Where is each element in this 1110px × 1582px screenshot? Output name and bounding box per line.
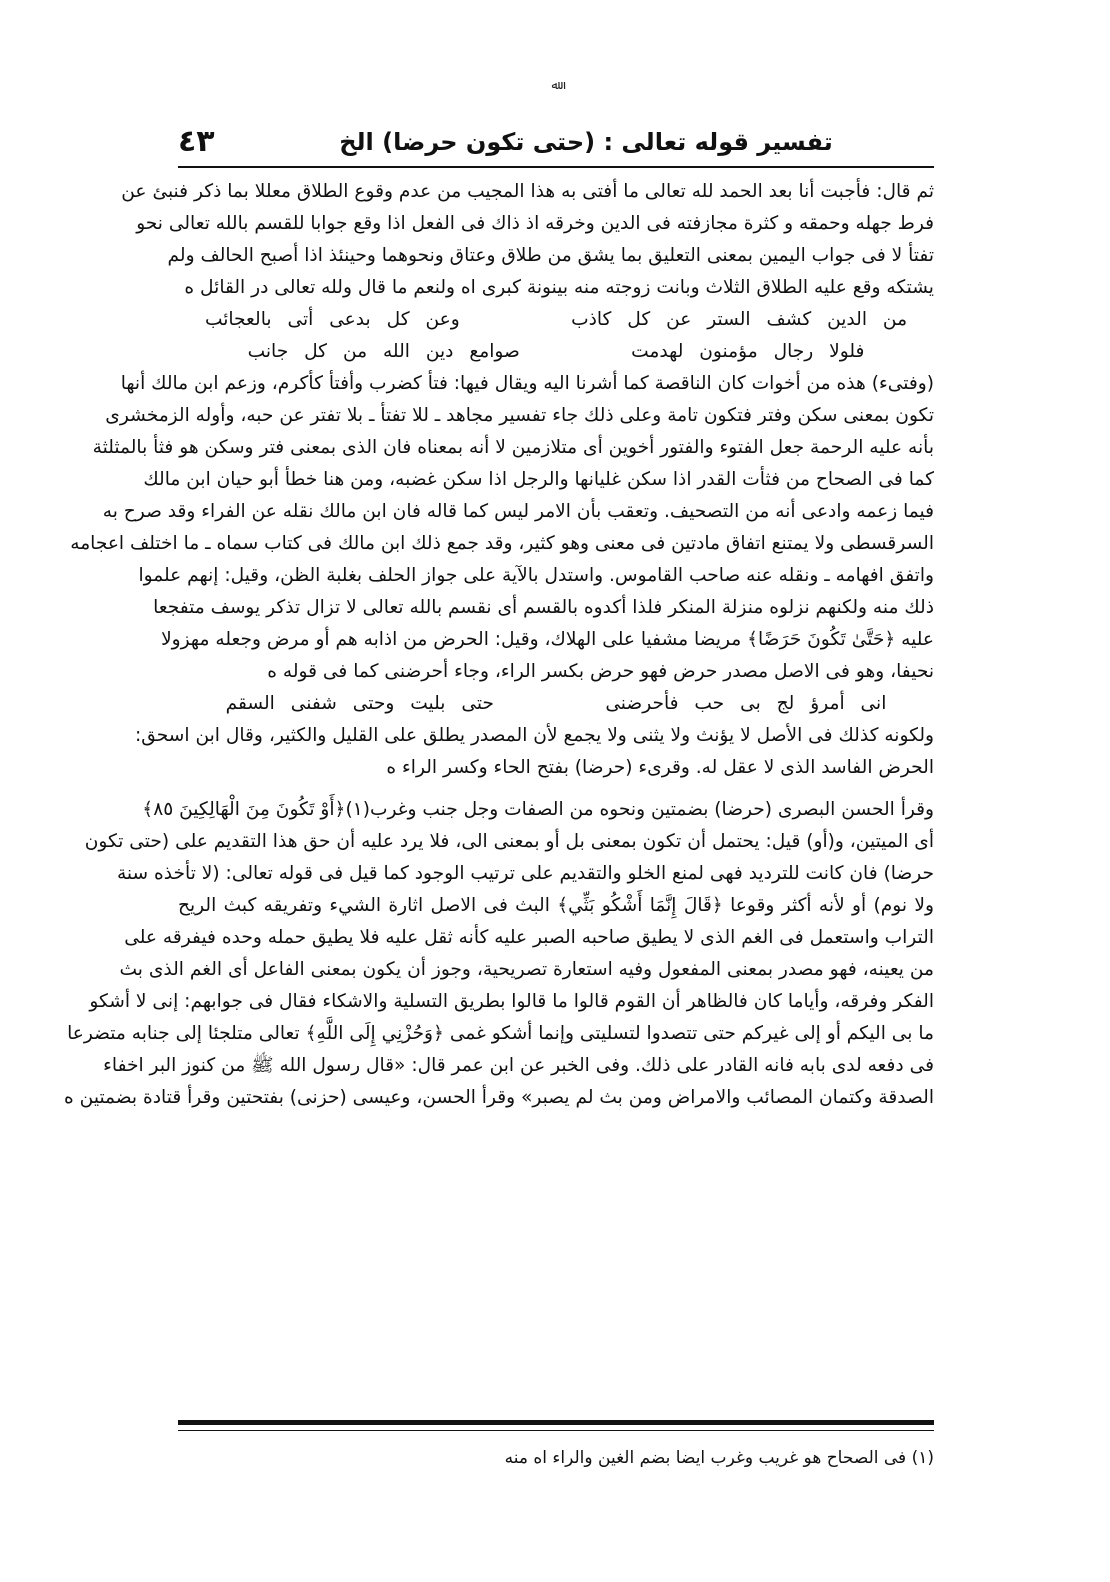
footnote-divider-thick xyxy=(178,1420,934,1425)
text-line: الفكر وفرقه، وأياما كان فالظاهر أن القوم قالوا ما قالوا بطريق التسلية والاشكاء فقال فى جوابهم: إنى لا أشكو xyxy=(89,991,934,1012)
verse-hemistich-right: انى أمرؤ لج بى حب فأحرضنى xyxy=(605,693,887,714)
text-line: فيما زعمه وادعى أنه من التصحيف. وتعقب بأن الامر ليس كما قاله فان ابن مالك نقله عن الفراء وقد صرح به xyxy=(102,501,934,522)
footnote-divider-thin xyxy=(178,1430,934,1431)
main-text xyxy=(64,176,934,1114)
paragraph-gap xyxy=(178,784,934,794)
text-line: يشتكه وقع عليه الطلاق الثلاث وبانت زوجته منه بينونة كبرى اه ولنعم ما قال ولله تعالى در القائل ه xyxy=(184,277,934,298)
text-line: وقرأ الحسن البصرى (حرضا) بضمتين ونحوه من الصفات وجل جنب وغرب(١)﴿أَوْ تَكُونَ مِنَ الْهَالِكِينَ ٨٥﴾ xyxy=(142,799,934,820)
paragraph-1 xyxy=(121,176,934,304)
text-line: السرقسطى ولا يمتنع اتفاق مادتين فى معنى وهو كثير، وقد جمع ذلك ابن مالك فى كتاب سماه ـ ما اختلف اعجامه xyxy=(70,533,934,554)
text-line: حرضا) فان كانت للترديد فهى لمنع الخلو والتقديم على ترتيب الوجود كما قيل فى قوله تعالى: (لا تأخذه سنة xyxy=(116,863,934,884)
verse-line xyxy=(178,336,934,368)
text-line: فى دفعه لدى بابه فانه القادر على ذلك. وفى الخبر عن ابن عمر قال: «قال رسول الله ﷺ من كنوز البر اخفاء xyxy=(103,1055,934,1076)
paragraph-3 xyxy=(135,720,934,784)
verse-hemistich-right: فلولا رجال مؤمنون لهدمت xyxy=(631,341,865,362)
top-ornament: ﷲ xyxy=(551,78,559,92)
verse-line xyxy=(178,688,934,720)
footnote: (١) فى الصحاح هو غريب وغرب ايضا بضم الغين والراء اه منه xyxy=(504,1448,934,1468)
text-line: واتفق افهامه ـ ونقله عنه صاحب القاموس. واستدل بالآية على جواز الحلف بغلبة الظن، وقيل: إنهم علموا xyxy=(138,565,934,586)
text-line: التراب واستعمل فى الغم الذى لا يطيق صاحبه الصبر عليه كأنه ثقل عليه فلا يطيق حمله وحده فيفرقه على xyxy=(124,927,934,948)
text-line: ما بى اليكم أو إلى غيركم حتى تتصدوا لتسليتى وإنما أشكو غمى ﴿وَحُزْنِي إِلَى اللَّهِ﴾ تعالى متلجئا إلى جنابه متضرعا xyxy=(67,1023,934,1044)
verse-hemistich-left: صوامع دين الله من كل جانب xyxy=(247,341,520,362)
verse-hemistich-left: وعن كل بدعى أتى بالعجائب xyxy=(204,309,460,330)
page-number: ٤٣ xyxy=(178,124,215,159)
running-header xyxy=(178,120,934,168)
text-line: أى الميتين، و(أو) قيل: يحتمل أن تكون بمعنى بل أو بمعنى الى، فلا يرد عليه أن حق هذا التقديم على (حتى تكون xyxy=(84,831,934,852)
text-line: عليه ﴿حَتَّىٰ تَكُونَ حَرَضًا﴾ مريضا مشفيا على الهلاك، وقيل: الحرض من اذابه هم أو مرض وجعله مهزولا xyxy=(161,629,934,650)
poem xyxy=(178,304,934,368)
verse-line xyxy=(178,304,934,336)
text-line: من يعينه، فهو مصدر بمعنى المفعول وفيه استعارة تصريحية، وجوز أن يكون بمعنى الفاعل أى الغم الذى بث xyxy=(119,959,934,980)
paragraph-4 xyxy=(64,794,934,1114)
text-line: تفتأ لا فى جواب اليمين بمعنى التعليق بما يشق من طلاق وعتاق ونحوهما وحينئذ اذا أصبح الحالف ولم xyxy=(167,245,934,266)
text-line: نحيفا، وهو فى الاصل مصدر حرض فهو حرض بكسر الراء، وجاء أحرضنى كما فى قوله ه xyxy=(267,661,934,682)
text-line: بأنه عليه الرحمة جعل الفتوء والفتور أخوين أى متلازمين لا أنه بمعناه فان الذى بمعنى فتر وسكن هو فثأ بالمثلثة xyxy=(92,437,934,458)
verse-hemistich-left: حتى بليت وحتى شفنى السقم xyxy=(225,693,494,714)
text-line: الصدقة وكتمان المصائب والامراض ومن بث لم يصبر» وقرأ الحسن، وعيسى (حزنى) بفتحتين وقرأ قتادة بضمتين ه xyxy=(64,1087,934,1108)
verse-hemistich-right: من الدين كشف الستر عن كل كاذب xyxy=(571,309,908,330)
text-line: ثم قال: فأجبت أنا بعد الحمد لله تعالى ما أفتى به هذا المجيب من عدم وقوع الطلاق معللا بما ذكر فنبئ عن xyxy=(121,181,934,202)
text-line: ولكونه كذلك فى الأصل لا يؤنث ولا يثنى ولا يجمع لأن المصدر يطلق على القليل والكثير، وقال ابن اسحق: xyxy=(135,725,934,746)
paragraph-2 xyxy=(70,368,934,688)
text-line: ولا نوم) أو لأنه أكثر وقوعا ﴿قَالَ إِنَّمَا أَشْكُو بَثِّي﴾ البث فى الاصل اثارة الشيء وتفريقه كبث الريح xyxy=(178,895,934,916)
text-line: تكون بمعنى سكن وفتر فتكون تامة وعلى ذلك جاء تفسير مجاهد ـ للا تفتأ ـ بلا تفتر عن حبه، وأوله الزمخشرى xyxy=(105,405,934,426)
header-divider xyxy=(178,166,934,168)
text-line: ذلك منه ولكنهم نزلوه منزلة المنكر فلذا أكدوه بالقسم أى نقسم بالله تعالى لا تزال تذكر يوسف متفجعا xyxy=(153,597,934,618)
page-title: تفسير قوله تعالى : (حتى تكون حرضا) الخ xyxy=(339,128,833,156)
text-line: (وفتىء) هذه من أخوات كان الناقصة كما أشرنا اليه ويقال فيها: فتأ كضرب وأفتأ كأكرم، وزعم ابن مالك أنها xyxy=(120,373,934,394)
text-line: فرط جهله وحمقه و كثرة مجازفته فى الدين وخرقه اذ ذاك فى الفعل اذا وقع جوابا للقسم بالله تعالى نحو xyxy=(136,213,934,234)
text-line: الحرض الفاسد الذى لا عقل له. وقرىء (حرضا) بفتح الحاء وكسر الراء ه xyxy=(386,757,934,778)
text-line: كما فى الصحاح من فثأت القدر اذا سكن غليانها والرجل اذا سكن غضبه، ومن هنا خطأ أبو حيان ابن مالك xyxy=(143,469,934,490)
